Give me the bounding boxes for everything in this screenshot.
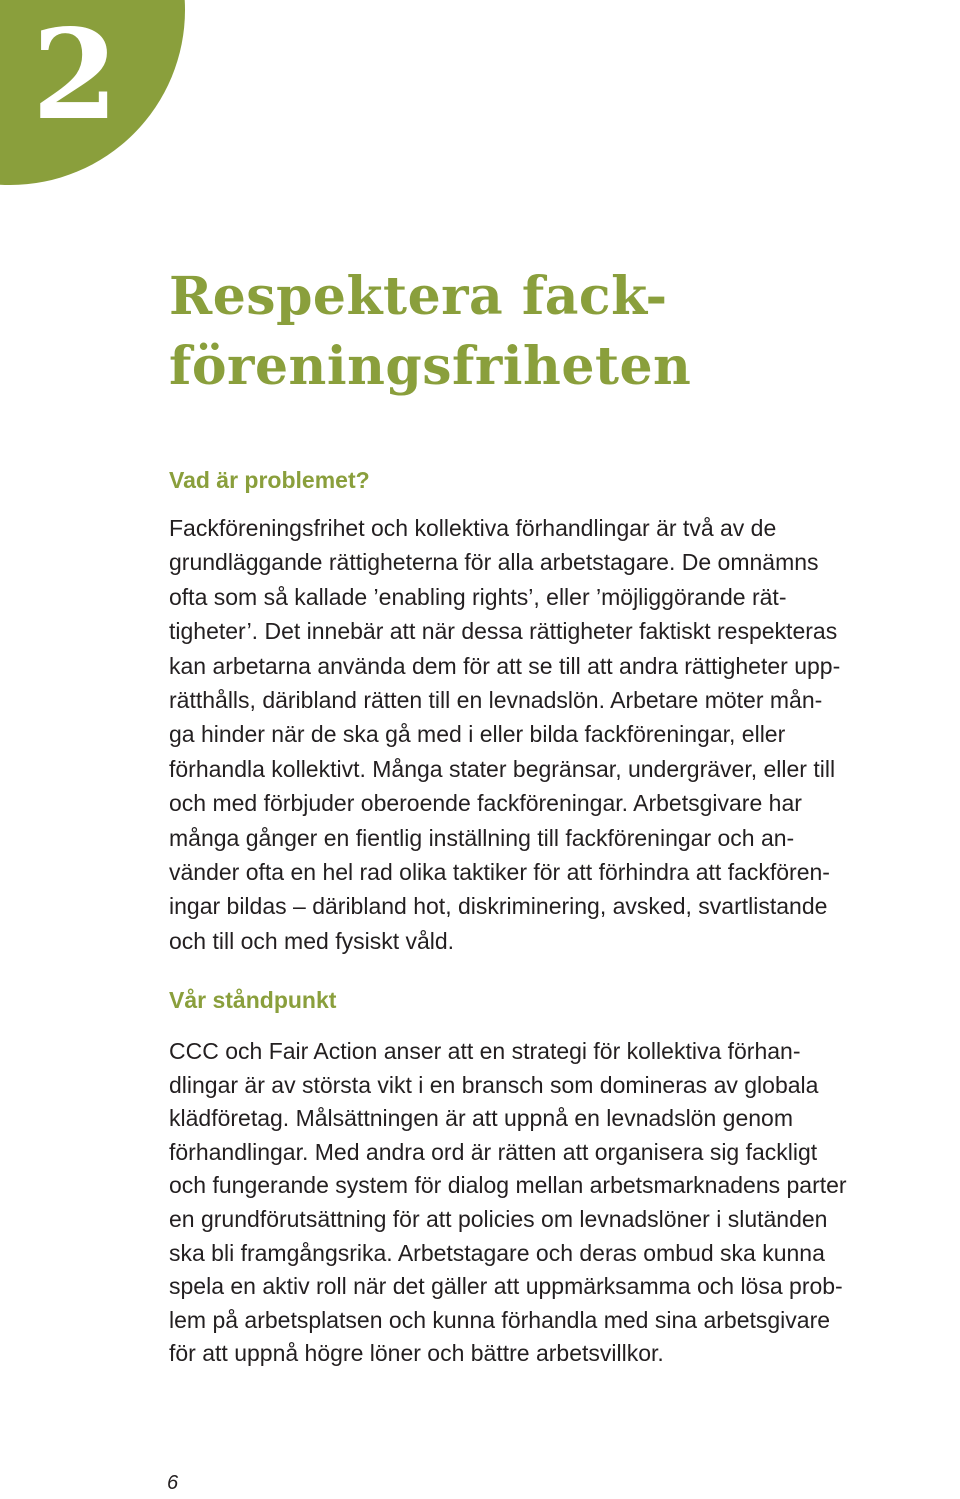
text-line: vänder ofta en hel rad olika taktiker för att förhindra att fackfören- (169, 859, 830, 886)
page-title (169, 262, 691, 402)
text-line: ga hinder när de ska gå med i eller bilda fackföreningar, eller (169, 721, 786, 748)
text-line: kan arbetarna använda dem för att se till att andra rättigheter upp- (169, 652, 841, 679)
text-line: för att uppnå högre löner och bättre arbetsvillkor. (169, 1340, 664, 1367)
text-line: CCC och Fair Action anser att en strategi för kollektiva förhan- (169, 1038, 801, 1064)
text-line: ofta som så kallade ’enabling rights’, eller ’möjliggörande rät- (169, 583, 787, 610)
text-line: grundläggande rättigheterna för alla arbetstagare. De omnämns (169, 549, 819, 576)
text-line: och fungerande system för dialog mellan arbetsmarknadens parter (169, 1172, 847, 1199)
text-line: klädföretag. Målsättningen är att uppnå en levnadslön genom (169, 1105, 793, 1132)
text-line: och till och med fysiskt våld. (169, 927, 455, 954)
text-line: ska bli framgångsrika. Arbetstagare och deras ombud ska kunna (169, 1239, 825, 1266)
text-line: förhandlingar. Med andra ord är rätten att organisera sig fackligt (169, 1138, 818, 1165)
section-heading-position: Vår ståndpunkt (169, 987, 337, 1013)
text-line: spela en aktiv roll när det gäller att uppmärksamma och lösa prob- (169, 1273, 843, 1300)
paragraph-problem (169, 511, 949, 958)
text-line: Fackföreningsfrihet och kollektiva förhandlingar är två av de (169, 515, 777, 541)
text-line: och med förbjuder oberoende fackföreningar. Arbetsgivare har (169, 790, 802, 817)
text-line: en grundförutsättning för att policies om levnadslöner i slutänden (169, 1205, 828, 1232)
text-line: tigheter’. Det innebär att när dessa rättigheter faktiskt respekteras (169, 618, 838, 645)
page-number: 6 (167, 1472, 179, 1494)
text-line: lem på arbetsplatsen och kunna förhandla med sina arbetsgivare (169, 1306, 831, 1333)
text-line: ingar bildas – däribland hot, diskriminering, avsked, svartlistande (169, 893, 828, 920)
text-line: dlingar är av största vikt i en bransch som domineras av globala (169, 1071, 819, 1098)
text-line: förhandla kollektivt. Många stater begränsar, undergräver, eller till (169, 755, 836, 782)
section-heading-problem: Vad är problemet? (169, 467, 370, 493)
text-line: rätthålls, däribland rätten till en levnadslön. Arbetare möter mån- (169, 687, 823, 714)
title-line: Respektera fack- (169, 266, 668, 327)
title-line: föreningsfriheten (169, 336, 692, 397)
paragraph-position (169, 1035, 949, 1371)
text-line: många gånger en fientlig inställning till fackföreningar och an- (169, 824, 795, 851)
chapter-number: 2 (32, 3, 119, 148)
